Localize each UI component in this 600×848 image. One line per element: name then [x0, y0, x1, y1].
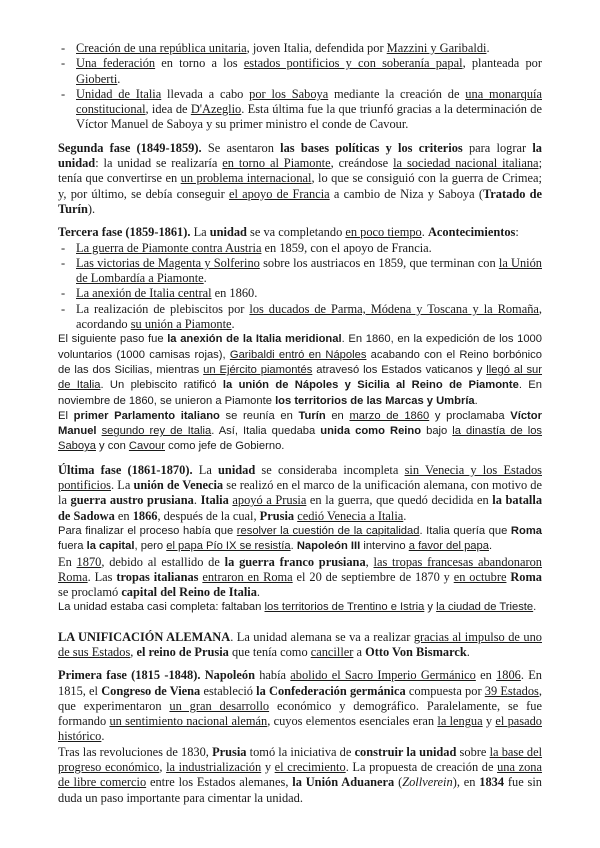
zollverein-paragraph: Tras las revoluciones de 1830, Prusia tomó la iniciativa de construir la unidad sobre la base del progreso económico, la industrialización y el crecimiento. La propuesta de creación de una zona de libre comercio entre los Estados alemanes, la Unión Aduanera (Zollverein), en 1834 fue sin duda un paso importante para cimentar la unidad.	[58, 744, 543, 805]
tercera-fase-paragraph: Tercera fase (1859-1861). La unidad se va completando en poco tiempo. Acontecimientos:	[58, 225, 519, 240]
list-item: - La anexión de Italia central en 1860.	[58, 286, 542, 301]
italia-meridional-paragraph: El siguiente paso fue la anexión de la Italia meridional. En 1860, en la expedición de los 1000 voluntarios (1000 camisas rojas), Garibaldi entró en Nápoles acabando con el Reino borbónico de las dos Sicilias, mientras un Ejército piamontés atravesó los Estados vaticanos y llegó al sur de Italia. Un plebiscito ratificó la unión de Nápoles y Sicilia al Reino de Piamonte. En noviembre de 1860, se unieron a Piamonte los territorios de las Marcas y Umbría.	[58, 333, 542, 407]
unificacion-alemana-paragraph: LA UNIFICACIÓN ALEMANA. La unidad alemana se va a realizar gracias al impulso de uno de sus Estados, el reino de Prusia que tenía como canciller a Otto Von Bismarck.	[58, 629, 542, 659]
segunda-fase-paragraph: Segunda fase (1849-1859). Se asentaron las bases políticas y los criterios para lograr la unidad: la unidad se realizaría en torno al Piamonte, creándose la sociedad nacional italiana; tenía que convertirse en un problema internacional, lo que se consiguió con la guerra de Crimea; y, por último, se debía conseguir el apoyo de Francia a cambio de Niza y Saboya (Tratado de Turín).	[58, 140, 543, 216]
list-item: - Unidad de Italia llevada a cabo por los Saboya mediante la creación de una monarquía constitucional, idea de D'Azeglio. Esta última fue la que triunfó gracias a la determinación de Víctor Manuel de Saboya y su primer ministro el conde de Cavour.	[58, 87, 542, 133]
section-title: Segunda fase (1849-1859).	[58, 140, 202, 155]
acontecimientos-list	[58, 241, 542, 333]
section-title: Tercera fase (1859-1861).	[58, 225, 191, 240]
primera-fase-paragraph: Primera fase (1815 -1848). Napoleón había abolido el Sacro Imperio Germánico en 1806. En 1815, el Congreso de Viena estableció la Confederación germánica compuesta por 39 Estados, que experimentaron un gran desarrollo económico y demográfico. Paralelamente, se fue formando un sentimiento nacional alemán, cuyos elementos esenciales eran la lengua y el pasado histórico.	[58, 668, 542, 744]
list-item: - Las victorias de Magenta y Solferino sobre los austriacos en 1859, que terminan con la Unión de Lombardía a Piamonte.	[58, 256, 542, 287]
ultima-fase-paragraph: Última fase (1861-1870). La unidad se consideraba incompleta sin Venecia y los Estados pontificios. La unión de Venecia se realizó en el marco de la unificación alemana, con motivo de la guerra austro prusiana. Italia apoyó a Prusia en la guerra, que quedó decidida en la batalla de Sadowa en 1866, después de la cual, Prusia cedió Venecia a Italia.	[58, 462, 543, 523]
capitalidad-paragraph: Para finalizar el proceso había que resolver la cuestión de la capitalidad. Italia quería que Roma fuera la capital, pero el papa Pío IX se resistía. Napoleón III intervino a favor del papa.	[58, 524, 542, 553]
list-item: - La guerra de Piamonte contra Austria en 1859, con el apoyo de Francia.	[58, 241, 542, 256]
unidad-casi-completa-paragraph: La unidad estaba casi completa: faltaban los territorios de Trentino e Istria y la ciudad de Trieste.	[58, 601, 537, 614]
roma-capital-paragraph: En 1870, debido al estallido de la guerra franco prusiana, las tropas francesas abandonaron Roma. Las tropas italianas entraron en Roma el 20 de septiembre de 1870 y en octubre Roma se proclamó capital del Reino de Italia.	[58, 554, 542, 600]
section-heading: LA UNIFICACIÓN ALEMANA	[58, 629, 231, 644]
primer-parlamento-paragraph: El primer Parlamento italiano se reunía en Turín en marzo de 1860 y proclamaba Víctor Manuel segundo rey de Italia. Así, Italia quedaba unida como Reino bajo la dinastía de los Saboya y con Cavour como jefe de Gobierno.	[58, 409, 543, 453]
document-page	[58, 41, 542, 806]
section-title: Última fase (1861-1870).	[58, 462, 193, 477]
section-title: Primera fase (1815 -1848).	[58, 668, 201, 683]
list-item: - Creación de una república unitaria, joven Italia, defendida por Mazzini y Garibaldi.	[58, 41, 542, 56]
italia-options-list	[58, 41, 542, 133]
list-item: - Una federación en torno a los estados pontificios y con soberanía papal, planteada por Gioberti.	[58, 56, 542, 87]
list-item: - La realización de plebiscitos por los ducados de Parma, Módena y Toscana y la Romaña, acordando su unión a Piamonte.	[58, 302, 542, 333]
